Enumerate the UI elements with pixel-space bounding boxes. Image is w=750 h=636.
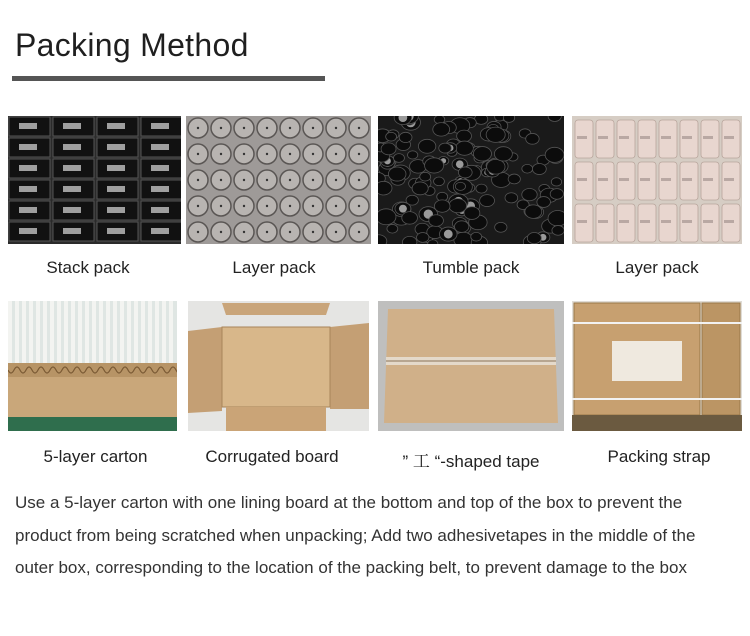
caption-shaped-tape: ” 工 “-shaped tape: [402, 452, 540, 471]
page-title: Packing Method: [15, 27, 249, 63]
caption-layer-pack: Layer pack: [232, 258, 316, 277]
five-layer-carton-photo: [8, 301, 177, 431]
tape-photo: [378, 301, 564, 431]
caption-packing-strap: Packing strap: [607, 447, 711, 466]
caption-corrugated-board: Corrugated board: [205, 447, 339, 466]
title-underline: [12, 76, 325, 81]
layer-pack-tray-photo: [186, 116, 371, 244]
stack-pack-photo: [8, 116, 181, 244]
caption-layer-pack-2: Layer pack: [615, 258, 699, 277]
layer-pack-bottles-photo: [572, 116, 742, 244]
tumble-pack-photo: [378, 116, 564, 244]
packing-strap-photo: [572, 301, 742, 431]
caption-tumble-pack: Tumble pack: [422, 258, 520, 277]
corrugated-board-photo: [188, 301, 369, 431]
caption-5-layer-carton: 5-layer carton: [43, 447, 148, 466]
caption-stack-pack: Stack pack: [46, 258, 130, 277]
packing-description: Use a 5-layer carton with one lining board at the bottom and top of the box to prevent the product from being scratched when unpacking; Add two adhesivetapes in the middle of the outer box, corresponding to the location of the packing belt, to prevent damage to the box: [15, 493, 696, 577]
